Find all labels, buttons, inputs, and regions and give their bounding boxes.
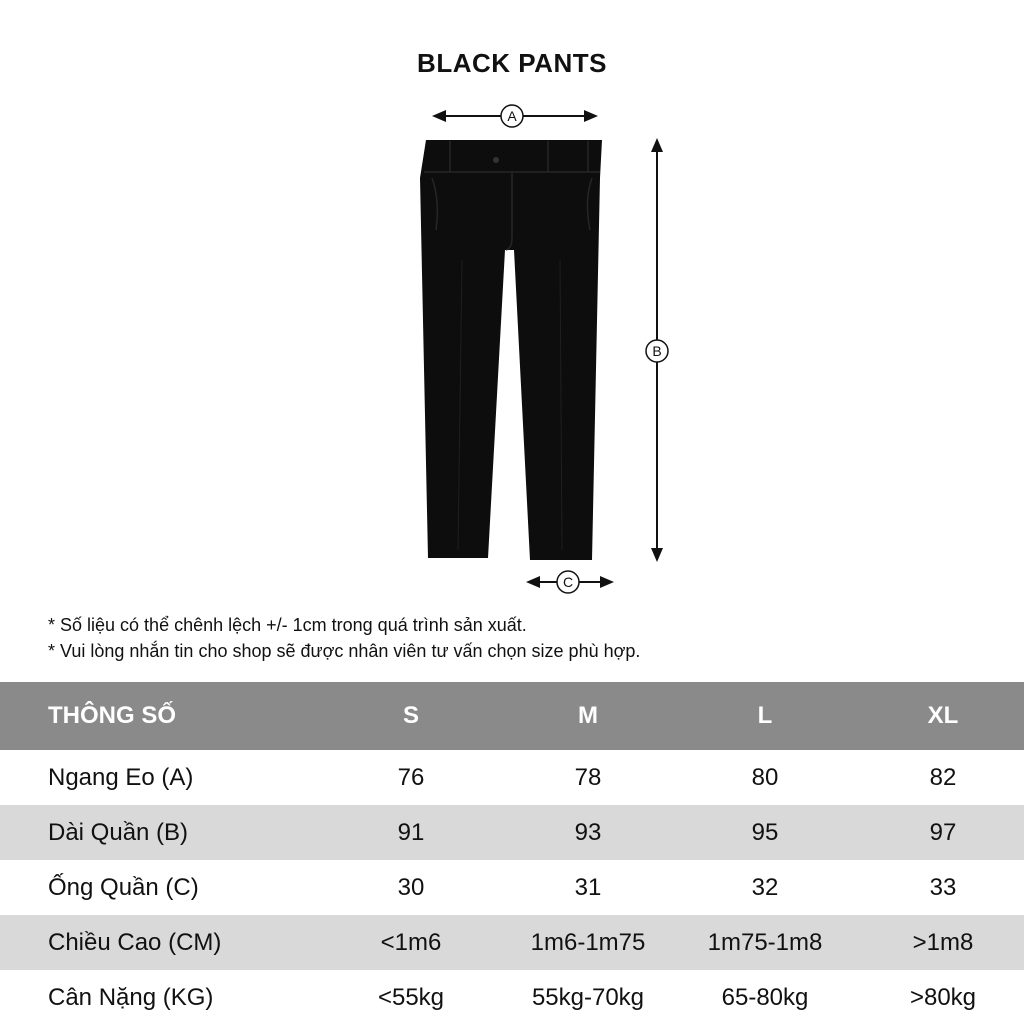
notes (48, 612, 640, 664)
cell-l: 95 (751, 818, 779, 846)
size-table (0, 682, 1024, 1024)
cell-xl: 33 (929, 873, 957, 901)
measurement-b-label: B (652, 343, 662, 359)
measurement-c-arrow (526, 571, 614, 593)
cell-s: 30 (397, 873, 425, 901)
row-label: Chiều Cao (CM) (48, 928, 222, 956)
measurement-a-label: A (507, 108, 517, 124)
page-title: BLACK PANTS (417, 48, 607, 78)
table-row-length (0, 805, 1024, 860)
header-size-xl: XL (927, 702, 959, 729)
cell-xl: >80kg (909, 983, 977, 1011)
cell-m: 78 (574, 763, 602, 791)
cell-xl: 82 (929, 763, 957, 791)
cell-m: 31 (574, 873, 602, 901)
table-row-waist (0, 750, 1024, 805)
table-header-row (0, 682, 1024, 750)
measurement-b-arrow (646, 138, 668, 562)
cell-xl: 97 (929, 818, 957, 846)
header-size-m: M (578, 702, 598, 729)
note-tolerance: * Số liệu có thể chênh lệch +/- 1cm trong quá trình sản xuất. (48, 615, 527, 635)
cell-l: 80 (751, 763, 779, 791)
header-size-s: S (402, 702, 419, 729)
header-size-l: L (757, 702, 773, 729)
black-pants-image (420, 140, 602, 560)
cell-m: 1m6-1m75 (530, 928, 646, 956)
measurement-a-arrow (432, 105, 598, 127)
header-spec-label: THÔNG SỐ (48, 702, 177, 729)
cell-s: 76 (397, 763, 425, 791)
row-label: Cân Nặng (KG) (48, 983, 214, 1011)
cell-s: 91 (397, 818, 425, 846)
cell-xl: >1m8 (912, 928, 974, 956)
row-label: Ngang Eo (A) (48, 763, 194, 791)
measurement-c-label: C (562, 574, 574, 590)
cell-l: 65-80kg (721, 983, 809, 1011)
table-row-height (0, 915, 1024, 970)
cell-l: 1m75-1m8 (707, 928, 823, 956)
cell-m: 55kg-70kg (531, 983, 645, 1011)
table-row-weight (0, 970, 1024, 1024)
cell-m: 93 (574, 818, 602, 846)
row-label: Dài Quần (B) (48, 818, 189, 846)
note-contact-shop: * Vui lòng nhắn tin cho shop sẽ được nhân viên tư vấn chọn size phù hợp. (48, 641, 641, 661)
row-label: Ống Quần (C) (48, 873, 199, 901)
cell-s: <1m6 (380, 928, 442, 956)
table-row-hem (0, 860, 1024, 915)
cell-s: <55kg (377, 983, 445, 1011)
cell-l: 32 (751, 873, 779, 901)
